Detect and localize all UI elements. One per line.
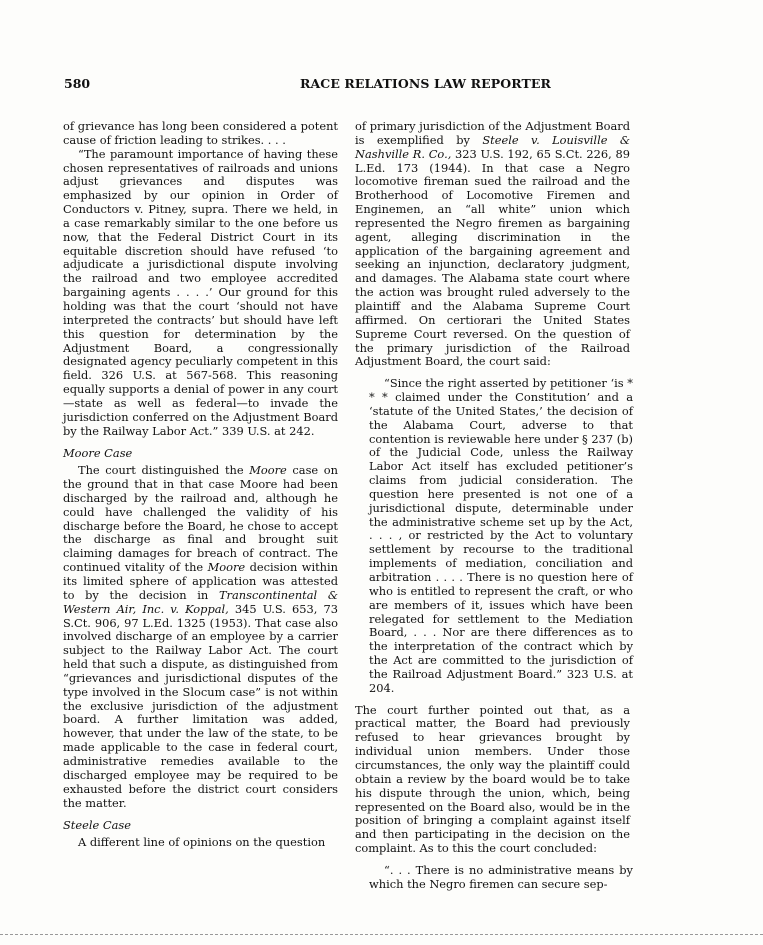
left-paragraph-1: of grievance has long been considered a potent cause of friction leading to strikes. . . .: [63, 119, 338, 147]
right-paragraph-1: of primary jurisdiction of the Adjustment Board is exemplified by Steele v. Louisville & Nashville R. Co., 323 U.S. 192, 65 S.Ct. 226, 89 L.Ed. 173 (1944). In that case a Negro locomotive fireman sued the railroad and the Brotherhood of Locomotive Firemen and Enginemen, an “all white” union which represented the Negro firemen as bargaining agent, alleging discrimination in the application of the bargaining agreement and seeking an injunction, declaratory judgment, and damages. The Alabama state court where the action was brought ruled adversely to the plaintiff and the Alabama Supreme Court affirmed. On certiorari the United States Supreme Court reversed. On the question of the primary jurisdiction of the Railroad Adjustment Board, the court said:: [355, 119, 630, 369]
block-quote-1: “Since the right asserted by petitioner ‘is * * * claimed under the Constitution’ and a ‘statute of the United States,’ the decision of the Alabama Court, adverse to that contention is reviewable here under § 237 (b) of the Judicial Code, unless the Railway Labor Act itself has excluded petitioner’s claims from judicial consideration. The question here presented is not one of a jurisdictional dispute, determinable under the administrative scheme set up by the Act, . . . , or restricted by the Act to voluntary settlement by recourse to the traditional implements of mediation, conciliation and arbitration . . . . There is no question here of who is entitled to represent the craft, or who are members of it, issues which have been relegated for settlement to the Mediation Board, . . . Nor are there differences as to the interpretation of the contract which by the Act are committed to the jurisdiction of the Railroad Adjustment Board.” 323 U.S. at 204.: [369, 376, 633, 695]
left-paragraph-moore: The court distinguished the Moore case on the ground that in that case Moore had been discharged by the railroad and, although he could have challenged the validity of his discharge before the Board, he chose to accept the discharge as final and brought suit claiming damages for breach of contract. The continued vitality of the Moore decision within its limited sphere of application was attested to by the decision in Transcontinental & Western Air, Inc. v. Koppal, 345 U.S. 653, 73 S.Ct. 906, 97 L.Ed. 1325 (1953). That case also involved discharge of an employee by a carrier subject to the Railway Labor Act. The court held that such a dispute, as distinguished from “grievances and jurisdictional disputes of the type involved in the Slocum case” is not within the exclusive jurisdiction of the adjustment board. A further limitation was added, however, that under the law of the state, to be made applicable to the case in federal court, administrative remedies available to the discharged employee may be required to be exhausted before the district court considers the matter.: [63, 463, 338, 810]
left-column: [63, 120, 338, 850]
running-title: RACE RELATIONS LAW REPORTER: [300, 76, 552, 91]
section-heading-steele: Steele Case: [63, 818, 131, 833]
block-quote-2: “. . . There is no administrative means by which the Negro firemen can secure sep-: [369, 862, 633, 891]
left-paragraph-steele: A different line of opinions on the question: [78, 835, 326, 850]
bottom-edge-rule: [0, 934, 763, 936]
page-number: 580: [64, 76, 91, 91]
right-paragraph-2: The court further pointed out that, as a practical matter, the Board had previously refused to hear grievances brought by individual union members. Under those circumstances, the only way the plaintiff could obtain a review by the board would be to take his dispute through the union, which, being represented on the Board also, would be in the position of bringing a complaint against itself and then participating in the decision on the complaint. As to this the court concluded:: [355, 702, 630, 856]
left-quote-paragraph: “The paramount importance of having these chosen representatives of railroads and unions adjust grievances and disputes was emphasized by our opinion in Order of Conductors v. Pitney, supra. There we held, in a case remarkably similar to the one before us now, that the Federal District Court in its equitable discretion should have refused ‘to adjudicate a jurisdictional dispute involving the railroad and two employee accredited bargaining agents . . . .’ Our ground for this holding was that the court ‘should not have interpreted the contracts’ but should have left this question for determination by the Adjustment Board, a congressionally designated agency peculiarly competent in this field. 326 U.S. at 567-568. This reasoning equally supports a denial of power in any court—state as well as federal—to invade the jurisdiction conferred on the Adjustment Board by the Railway Labor Act.” 339 U.S. at 242.: [63, 146, 338, 438]
running-header: [64, 76, 698, 94]
right-column: [355, 119, 633, 892]
section-heading-moore: Moore Case: [63, 446, 133, 461]
